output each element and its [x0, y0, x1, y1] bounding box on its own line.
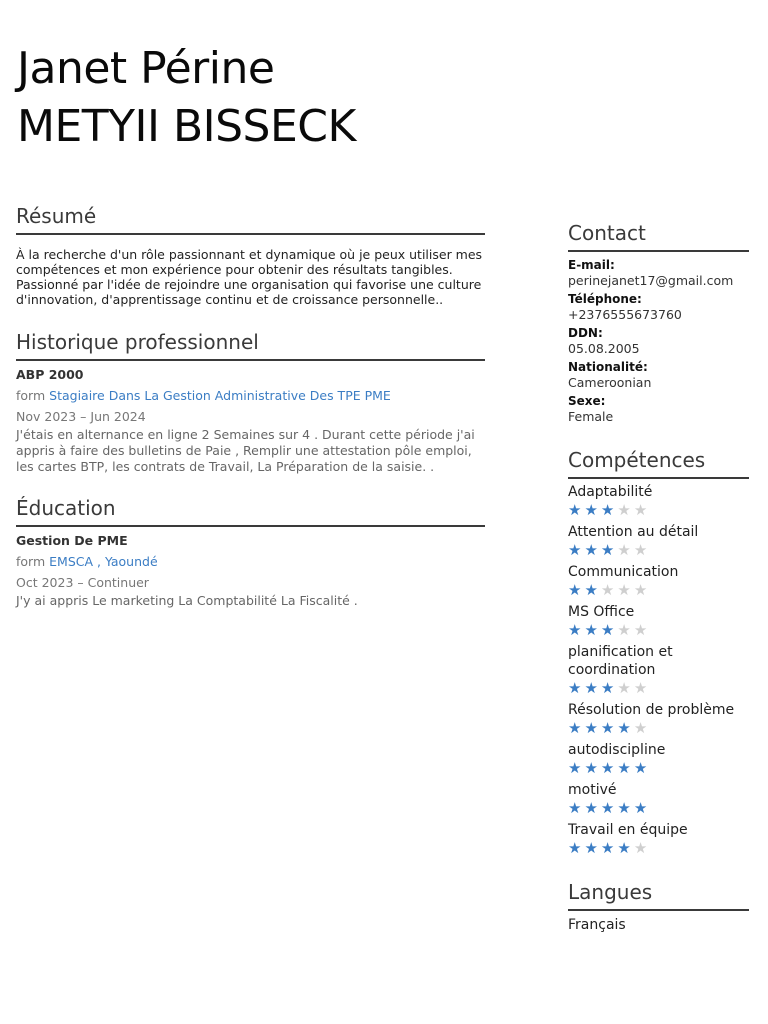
languages-heading: Langues — [568, 879, 749, 911]
star-filled-icon: ★ — [600, 501, 618, 519]
skill-item — [568, 603, 749, 639]
skill-name: motivé — [568, 782, 617, 798]
history-entry-title: ABP 2000 — [16, 367, 84, 382]
skill-name: Résolution de problème — [568, 702, 735, 718]
star-empty-icon: ★ — [633, 719, 651, 737]
contact-value: Cameroonian — [568, 375, 652, 390]
skill-rating — [568, 541, 749, 559]
skill-item — [568, 483, 749, 519]
education-entry-title: Gestion De PME — [16, 533, 128, 548]
skill-name: Travail en équipe — [568, 822, 688, 838]
star-filled-icon: ★ — [568, 759, 585, 777]
skill-rating — [568, 759, 749, 777]
star-filled-icon: ★ — [584, 759, 601, 777]
contact-item-nationality — [568, 360, 749, 391]
contact-label: E-mail: — [568, 258, 615, 272]
history-entry — [16, 367, 485, 475]
star-filled-icon: ★ — [633, 799, 651, 817]
star-empty-icon: ★ — [633, 501, 651, 519]
star-filled-icon: ★ — [568, 581, 585, 599]
summary-text: À la recherche d'un rôle passionnant et dynamique où je peux utiliser mes compétences et mon expérience pour obtenir des résultats tangibles. Passionné par l'idée de rejoindre une organisation qui favorise une culture d'innovation, d'apprentissage continu et de croissance personnelle.. — [16, 247, 483, 307]
education-entry-description: J'y ai appris Le marketing La Comptabilité La Fiscalité . — [16, 593, 358, 608]
languages-section — [568, 879, 749, 933]
contact-value[interactable]: +2376555673760 — [568, 307, 682, 322]
contact-list — [568, 258, 749, 425]
star-empty-icon: ★ — [617, 679, 634, 697]
contact-section — [568, 220, 749, 425]
contact-label: DDN: — [568, 326, 603, 340]
star-empty-icon: ★ — [617, 581, 634, 599]
skill-item — [568, 643, 749, 697]
skill-name: Communication — [568, 564, 679, 580]
candidate-name — [17, 40, 356, 156]
star-empty-icon: ★ — [633, 541, 651, 559]
star-filled-icon: ★ — [600, 541, 618, 559]
summary-heading: Résumé — [16, 203, 485, 235]
star-filled-icon: ★ — [617, 719, 634, 737]
skill-rating — [568, 799, 749, 817]
skills-list — [568, 483, 749, 857]
star-empty-icon: ★ — [617, 501, 634, 519]
star-filled-icon: ★ — [600, 759, 618, 777]
star-filled-icon: ★ — [600, 679, 618, 697]
language-item: Français — [568, 917, 626, 933]
contact-label: Nationalité: — [568, 360, 648, 374]
skill-rating — [568, 719, 749, 737]
star-filled-icon: ★ — [600, 799, 618, 817]
star-empty-icon: ★ — [617, 621, 634, 639]
contact-value: Female — [568, 409, 614, 424]
skill-item — [568, 701, 749, 737]
main-column — [16, 203, 485, 629]
star-filled-icon: ★ — [633, 759, 651, 777]
star-filled-icon: ★ — [568, 541, 585, 559]
side-column — [568, 220, 749, 955]
skill-rating — [568, 581, 749, 599]
star-filled-icon: ★ — [584, 581, 601, 599]
contact-label: Téléphone: — [568, 292, 642, 306]
education-heading: Éducation — [16, 495, 485, 527]
contact-label: Sexe: — [568, 394, 606, 408]
contact-value: 05.08.2005 — [568, 341, 640, 356]
skill-item — [568, 781, 749, 817]
history-heading: Historique professionnel — [16, 329, 485, 361]
star-filled-icon: ★ — [617, 799, 634, 817]
education-entry-prefix: form — [16, 554, 46, 569]
skill-item — [568, 523, 749, 559]
star-empty-icon: ★ — [633, 839, 651, 857]
skill-item — [568, 563, 749, 599]
education-entry-school — [16, 554, 485, 570]
skill-rating — [568, 679, 749, 697]
first-name: Janet Périne — [17, 43, 275, 94]
star-filled-icon: ★ — [584, 621, 601, 639]
star-empty-icon: ★ — [617, 541, 634, 559]
skill-item — [568, 741, 749, 777]
star-filled-icon: ★ — [568, 621, 585, 639]
star-filled-icon: ★ — [584, 799, 601, 817]
star-filled-icon: ★ — [568, 679, 585, 697]
history-entry-role — [16, 388, 485, 404]
star-filled-icon: ★ — [584, 679, 601, 697]
star-filled-icon: ★ — [568, 799, 585, 817]
history-entry-link[interactable]: Stagiaire Dans La Gestion Administrative Des TPE PME — [49, 388, 391, 403]
star-empty-icon: ★ — [633, 621, 651, 639]
skill-name: planification et coordination — [568, 644, 673, 678]
education-entry — [16, 533, 485, 609]
contact-value[interactable]: perinejanet17@gmail.com — [568, 273, 734, 288]
skill-name: autodiscipline — [568, 742, 666, 758]
history-entry-prefix: form — [16, 388, 46, 403]
contact-item-gender — [568, 394, 749, 425]
star-filled-icon: ★ — [568, 501, 585, 519]
star-filled-icon: ★ — [568, 839, 585, 857]
skill-name: MS Office — [568, 604, 635, 620]
history-entry-date: Nov 2023 – Jun 2024 — [16, 409, 146, 424]
star-filled-icon: ★ — [617, 839, 634, 857]
contact-item-email — [568, 258, 749, 289]
history-entry-description: J'étais en alternance en ligne 2 Semaines sur 4 . Durant cette période j'ai appris à faire des bulletins de Paie , Remplir une attestation pôle emploi, les cartes BTP, les contrats de Travail, La Préparation de la saisie. . — [16, 427, 475, 474]
education-entry-date: Oct 2023 – Continuer — [16, 575, 149, 590]
education-entry-link[interactable]: EMSCA , Yaoundé — [49, 554, 158, 569]
skill-rating — [568, 501, 749, 519]
star-filled-icon: ★ — [568, 719, 585, 737]
star-empty-icon: ★ — [600, 581, 618, 599]
skills-section — [568, 447, 749, 857]
contact-item-phone — [568, 292, 749, 323]
skill-name: Adaptabilité — [568, 484, 653, 500]
skills-heading: Compétences — [568, 447, 749, 479]
skill-item — [568, 821, 749, 857]
star-filled-icon: ★ — [584, 839, 601, 857]
star-filled-icon: ★ — [584, 719, 601, 737]
star-filled-icon: ★ — [600, 621, 618, 639]
star-filled-icon: ★ — [600, 719, 618, 737]
contact-heading: Contact — [568, 220, 749, 252]
skill-rating — [568, 839, 749, 857]
skill-name: Attention au détail — [568, 524, 699, 540]
star-filled-icon: ★ — [584, 541, 601, 559]
star-filled-icon: ★ — [600, 839, 618, 857]
skill-rating — [568, 621, 749, 639]
star-filled-icon: ★ — [584, 501, 601, 519]
star-empty-icon: ★ — [633, 581, 651, 599]
last-name: METYII BISSECK — [17, 101, 356, 152]
star-empty-icon: ★ — [633, 679, 651, 697]
contact-item-birthdate — [568, 326, 749, 357]
star-filled-icon: ★ — [617, 759, 634, 777]
